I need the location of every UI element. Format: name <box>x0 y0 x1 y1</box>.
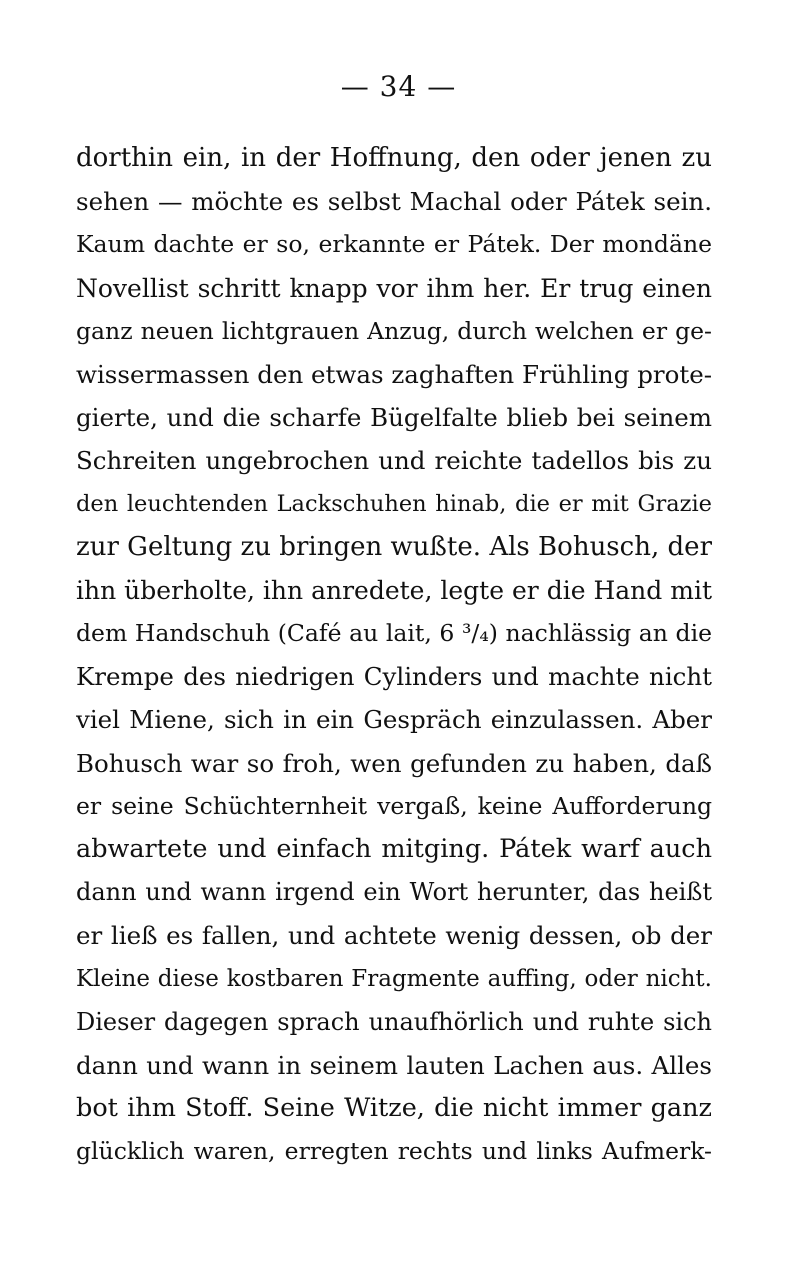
text-line: Kaum dachte er so, erkannte er Pátek. Der mondäne <box>76 230 712 259</box>
text-line: zur Geltung zu bringen wußte. Als Bohusch, der <box>76 531 712 562</box>
text-line: Schreiten ungebrochen und reichte tadellos bis zu <box>76 446 712 476</box>
text-line: er seine Schüchternheit vergaß, keine Aufforderung <box>76 791 712 820</box>
text-line: er ließ es fallen, und achtete wenig dessen, ob der <box>76 921 712 951</box>
text-line: den leuchtenden Lackschuhen hinab, die er mit Grazie <box>76 490 712 517</box>
text-line: dorthin ein, in der Hoffnung, den oder jenen zu <box>76 143 712 173</box>
text-line: abwartete und einfach mitging. Pátek warf auch <box>76 834 712 864</box>
text-line: dann und wann irgend ein Wort herunter, das heißt <box>76 878 712 907</box>
body-text <box>76 137 712 1174</box>
text-line: gierte, und die scharfe Bügelfalte blieb bei seinem <box>76 403 712 433</box>
text-line: Krempe des niedrigen Cylinders und machte nicht <box>76 662 712 692</box>
text-line: Bohusch war so froh, wen gefunden zu haben, daß <box>76 748 712 778</box>
text-line: viel Miene, sich in ein Gespräch einzulassen. Aber <box>76 705 712 735</box>
text-line: glücklich waren, erregten rechts und links Aufmerk- <box>76 1137 712 1166</box>
page-number: — 34 — <box>340 70 457 103</box>
text-line: wissermassen den etwas zaghaften Frühling prote- <box>76 359 712 389</box>
text-line: Novellist schritt knapp vor ihm her. Er trug einen <box>76 273 712 303</box>
text-line: ihn überholte, ihn anredete, legte er die Hand mit <box>76 575 712 605</box>
text-line: bot ihm Stoff. Seine Witze, die nicht immer ganz <box>76 1093 712 1124</box>
text-line: dem Handschuh (Café au lait, 6 ³/₄) nachlässig an die <box>76 619 712 648</box>
text-line: Dieser dagegen sprach unaufhörlich und ruhte sich <box>76 1007 712 1036</box>
text-line: Kleine diese kostbaren Fragmente auffing, oder nicht. <box>76 965 712 992</box>
text-line: ganz neuen lichtgrauen Anzug, durch welchen er ge- <box>76 316 712 345</box>
text-line: dann und wann in seinem lauten Lachen aus. Alles <box>76 1050 712 1080</box>
text-line: sehen — möchte es selbst Machal oder Pátek sein. <box>76 187 712 217</box>
